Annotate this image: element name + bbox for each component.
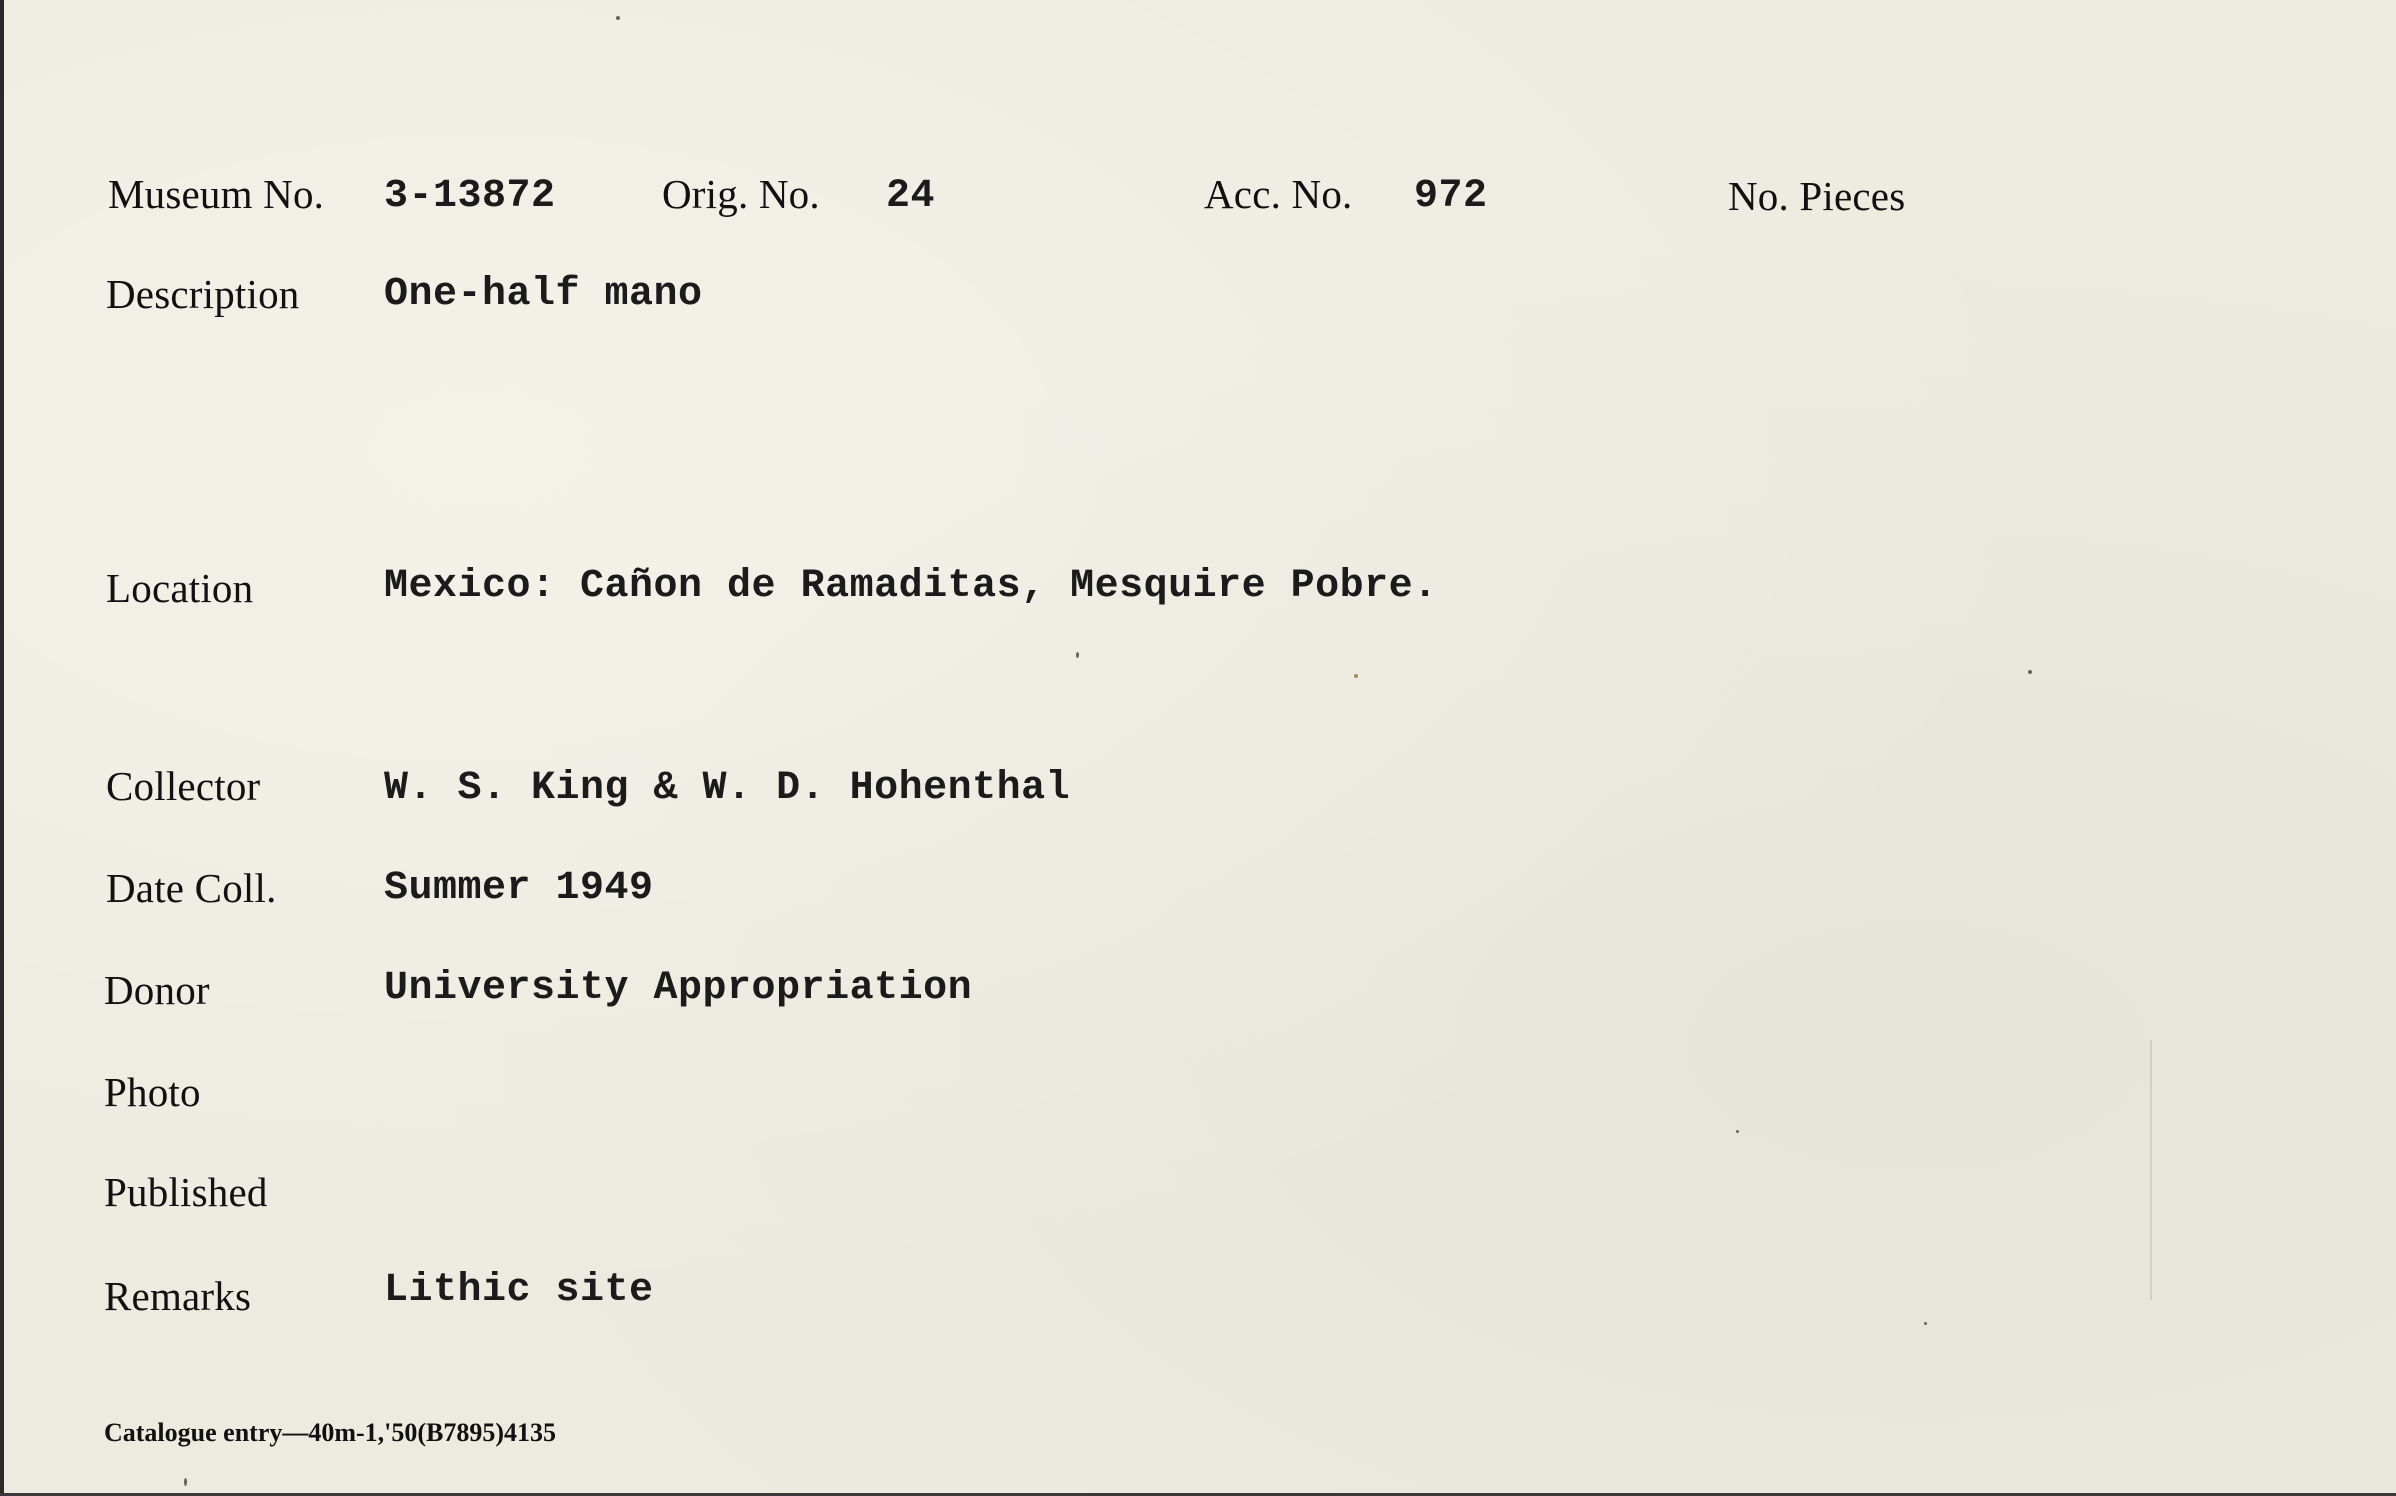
description-label: Description bbox=[106, 271, 300, 317]
collector-value: W. S. King & W. D. Hohenthal bbox=[384, 766, 1071, 811]
orig-no-label: Orig. No. bbox=[662, 171, 820, 217]
acc-no-label: Acc. No. bbox=[1204, 171, 1353, 217]
acc-no-value: 972 bbox=[1414, 174, 1488, 219]
paper-speck bbox=[1076, 652, 1079, 658]
description-value: One-half mano bbox=[384, 272, 703, 317]
date-coll-value: Summer 1949 bbox=[384, 866, 654, 911]
museum-no-label: Museum No. bbox=[108, 171, 325, 217]
location-label: Location bbox=[106, 565, 254, 611]
paper-crease bbox=[2150, 1040, 2152, 1300]
card-left-edge bbox=[0, 0, 4, 1496]
no-pieces-label: No. Pieces bbox=[1728, 173, 1906, 219]
remarks-value: Lithic site bbox=[384, 1268, 654, 1313]
location-value: Mexico: Cañon de Ramaditas, Mesquire Pobre. bbox=[384, 564, 1438, 609]
museum-no-value: 3-13872 bbox=[384, 174, 556, 219]
published-label: Published bbox=[104, 1169, 268, 1215]
remarks-label: Remarks bbox=[104, 1273, 252, 1319]
paper-speck bbox=[1354, 674, 1358, 678]
donor-label: Donor bbox=[104, 967, 210, 1013]
paper-speck bbox=[2028, 670, 2032, 674]
paper-speck bbox=[616, 16, 620, 20]
paper-speck bbox=[184, 1478, 187, 1486]
catalogue-footer: Catalogue entry—40m-1,'50(B7895)4135 bbox=[104, 1418, 557, 1447]
date-coll-label: Date Coll. bbox=[106, 865, 277, 911]
photo-label: Photo bbox=[104, 1069, 201, 1115]
paper-speck bbox=[1736, 1130, 1739, 1133]
collector-label: Collector bbox=[106, 763, 261, 809]
paper-speck bbox=[1924, 1322, 1927, 1325]
orig-no-value: 24 bbox=[886, 174, 936, 219]
donor-value: University Appropriation bbox=[384, 966, 973, 1011]
